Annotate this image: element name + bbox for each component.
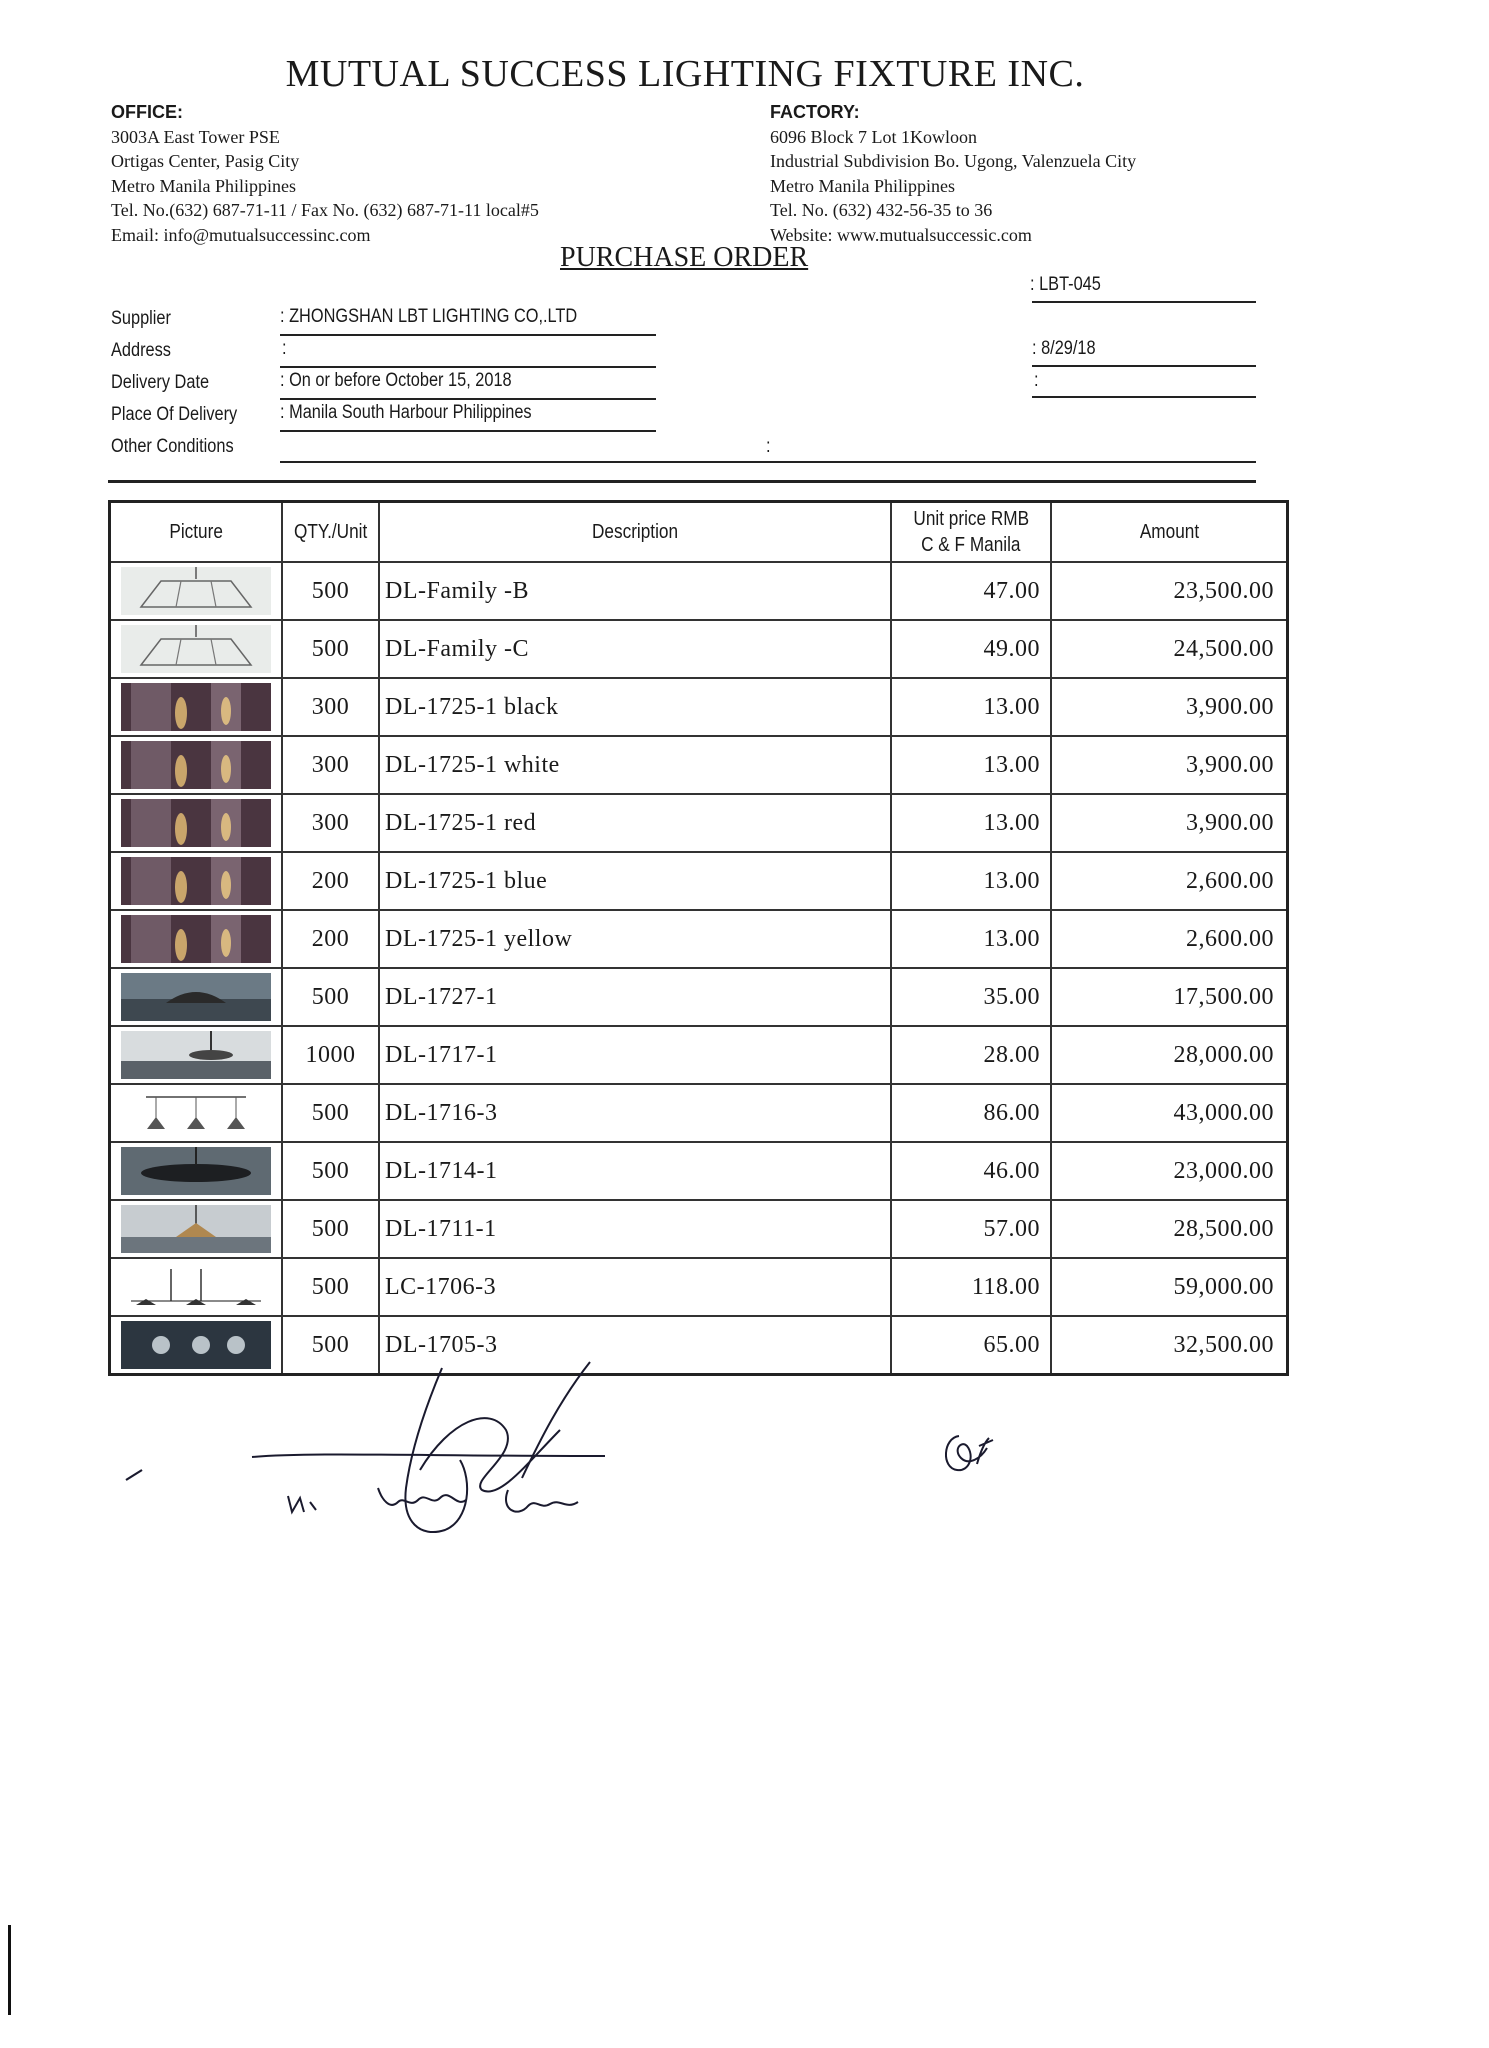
description-cell: DL-1705-3 (379, 1316, 891, 1375)
description-cell: LC-1706-3 (379, 1258, 891, 1316)
unit-price-cell: 13.00 (891, 910, 1051, 968)
place-of-delivery-label: Place Of Delivery (111, 404, 238, 425)
factory-line: 6096 Block 7 Lot 1Kowloon (770, 126, 977, 147)
other-conditions-underline (280, 461, 1256, 463)
picture-cell (110, 968, 283, 1026)
delivery-date-label: Delivery Date (111, 372, 210, 393)
amount-cell: 3,900.00 (1051, 736, 1288, 794)
table-header-row (110, 502, 1288, 563)
picture-cell (110, 794, 283, 852)
office-line: Email: info@mutualsuccessinc.com (111, 224, 371, 245)
picture-cell (110, 910, 283, 968)
unit-price-cell: 35.00 (891, 968, 1051, 1026)
amount-cell: 23,500.00 (1051, 562, 1288, 620)
table-row (110, 678, 1288, 736)
header-rule (108, 480, 1256, 483)
table-row (110, 620, 1288, 678)
amount-cell: 17,500.00 (1051, 968, 1288, 1026)
delivery-date-underline (280, 398, 656, 400)
other-conditions-label: Other Conditions (111, 436, 234, 457)
qty-cell: 500 (282, 1258, 379, 1316)
header-qty: QTY./Unit (282, 502, 379, 563)
description-cell: DL-1725-1 yellow (379, 910, 891, 968)
document-title: PURCHASE ORDER (560, 242, 809, 273)
amount-cell: 2,600.00 (1051, 852, 1288, 910)
unit-price-cell: 47.00 (891, 562, 1051, 620)
factory-line: Metro Manila Philippines (770, 175, 955, 196)
place-of-delivery-value: : Manila South Harbour Philippines (280, 402, 532, 423)
pendant-cage-icon (121, 567, 271, 615)
linear-triple-icon (121, 1263, 271, 1311)
unit-price-cell: 13.00 (891, 678, 1051, 736)
qty-cell: 1000 (282, 1026, 379, 1084)
picture-cell (110, 852, 283, 910)
header-unit-price: Unit price RMB C & F Manila (891, 502, 1051, 563)
glass-pendant-photo (121, 857, 271, 905)
amount-cell: 43,000.00 (1051, 1084, 1288, 1142)
po-number: : LBT-045 (1030, 274, 1101, 295)
cone-pendant-photo (121, 1205, 271, 1253)
unit-price-cell: 28.00 (891, 1026, 1051, 1084)
amount-cell: 3,900.00 (1051, 678, 1288, 736)
dome-pendant-photo (121, 973, 271, 1021)
amount-cell: 3,900.00 (1051, 794, 1288, 852)
unit-price-cell: 13.00 (891, 794, 1051, 852)
description-cell: DL-1725-1 blue (379, 852, 891, 910)
po-date-underline (1032, 365, 1256, 367)
amount-cell: 28,000.00 (1051, 1026, 1288, 1084)
scan-edge-mark (8, 1925, 11, 2015)
supplier-underline (280, 334, 656, 336)
qty-cell: 500 (282, 562, 379, 620)
factory-line: Tel. No. (632) 432-56-35 to 36 (770, 200, 993, 220)
address-underline (280, 366, 656, 368)
table-row (110, 1026, 1288, 1084)
table-row (110, 1142, 1288, 1200)
handwritten-signature (120, 1360, 640, 1560)
unit-price-cell: 57.00 (891, 1200, 1051, 1258)
picture-cell (110, 1258, 283, 1316)
disc-pendant-photo (121, 1147, 271, 1195)
po-number-underline (1032, 301, 1256, 303)
unit-price-cell: 46.00 (891, 1142, 1051, 1200)
blank-field: : (1034, 370, 1039, 391)
office-line: Ortigas Center, Pasig City (111, 151, 300, 171)
picture-cell (110, 678, 283, 736)
factory-line: Website: www.mutualsuccessic.com (770, 224, 1032, 245)
description-cell: DL-1716-3 (379, 1084, 891, 1142)
supplier-label: Supplier (111, 308, 171, 329)
po-date: : 8/29/18 (1032, 338, 1096, 359)
glass-pendant-photo (121, 741, 271, 789)
amount-cell: 28,500.00 (1051, 1200, 1288, 1258)
table-row (110, 910, 1288, 968)
office-line: 3003A East Tower PSE (111, 126, 280, 147)
office-heading: OFFICE: (111, 102, 183, 122)
unit-price-cell: 86.00 (891, 1084, 1051, 1142)
qty-cell: 500 (282, 1316, 379, 1375)
table-row (110, 736, 1288, 794)
picture-cell (110, 1142, 283, 1200)
unit-price-cell: 65.00 (891, 1316, 1051, 1375)
initials-mark (935, 1428, 1005, 1488)
description-cell: DL-1725-1 white (379, 736, 891, 794)
picture-cell (110, 1200, 283, 1258)
description-cell: DL-Family -B (379, 562, 891, 620)
qty-cell: 500 (282, 968, 379, 1026)
picture-cell (110, 1084, 283, 1142)
ceiling-pendant-photo (121, 1031, 271, 1079)
glass-pendant-photo (121, 683, 271, 731)
factory-address (770, 100, 1136, 247)
unit-price-cell: 118.00 (891, 1258, 1051, 1316)
description-cell: DL-1717-1 (379, 1026, 891, 1084)
picture-cell (110, 1026, 283, 1084)
qty-cell: 300 (282, 794, 379, 852)
picture-cell (110, 736, 283, 794)
picture-cell (110, 620, 283, 678)
table-row (110, 562, 1288, 620)
picture-cell (110, 562, 283, 620)
place-of-delivery-underline (280, 430, 656, 432)
header-amount: Amount (1051, 502, 1288, 563)
amount-cell: 32,500.00 (1051, 1316, 1288, 1375)
description-cell: DL-1714-1 (379, 1142, 891, 1200)
description-cell: DL-1727-1 (379, 968, 891, 1026)
qty-cell: 200 (282, 910, 379, 968)
office-line: Tel. No.(632) 687-71-11 / Fax No. (632) 687-71-11 local#5 (111, 200, 539, 220)
blank-field-underline (1032, 396, 1256, 398)
qty-cell: 500 (282, 1084, 379, 1142)
amount-cell: 24,500.00 (1051, 620, 1288, 678)
unit-price-cell: 13.00 (891, 736, 1051, 794)
table-row (110, 794, 1288, 852)
glass-pendant-photo (121, 915, 271, 963)
amount-cell: 59,000.00 (1051, 1258, 1288, 1316)
table-row (110, 968, 1288, 1026)
company-name: MUTUAL SUCCESS LIGHTING FIXTURE INC. (285, 53, 1085, 95)
table-row (110, 1200, 1288, 1258)
qty-cell: 200 (282, 852, 379, 910)
description-cell: DL-1711-1 (379, 1200, 891, 1258)
delivery-date-value: : On or before October 15, 2018 (280, 370, 512, 391)
amount-cell: 2,600.00 (1051, 910, 1288, 968)
description-cell: DL-1725-1 black (379, 678, 891, 736)
triple-pendant-icon (121, 1089, 271, 1137)
address-label: Address (111, 340, 171, 361)
office-address (111, 100, 539, 247)
pendant-cage-icon (121, 625, 271, 673)
factory-line: Industrial Subdivision Bo. Ugong, Valenzuela City (770, 151, 1137, 171)
unit-price-cell: 13.00 (891, 852, 1051, 910)
table-row (110, 1084, 1288, 1142)
table-row (110, 852, 1288, 910)
factory-heading: FACTORY: (770, 102, 860, 122)
items-table (108, 500, 1289, 1376)
header-picture: Picture (110, 502, 283, 563)
other-conditions-value: : (766, 436, 771, 457)
unit-price-cell: 49.00 (891, 620, 1051, 678)
qty-cell: 500 (282, 620, 379, 678)
description-cell: DL-1725-1 red (379, 794, 891, 852)
address-value: : (282, 338, 287, 359)
table-row (110, 1258, 1288, 1316)
header-description: Description (379, 502, 891, 563)
glass-pendant-photo (121, 799, 271, 847)
qty-cell: 500 (282, 1200, 379, 1258)
office-line: Metro Manila Philippines (111, 175, 296, 196)
qty-cell: 300 (282, 678, 379, 736)
qty-cell: 500 (282, 1142, 379, 1200)
amount-cell: 23,000.00 (1051, 1142, 1288, 1200)
supplier-value: : ZHONGSHAN LBT LIGHTING CO,.LTD (280, 306, 578, 327)
qty-cell: 300 (282, 736, 379, 794)
description-cell: DL-Family -C (379, 620, 891, 678)
